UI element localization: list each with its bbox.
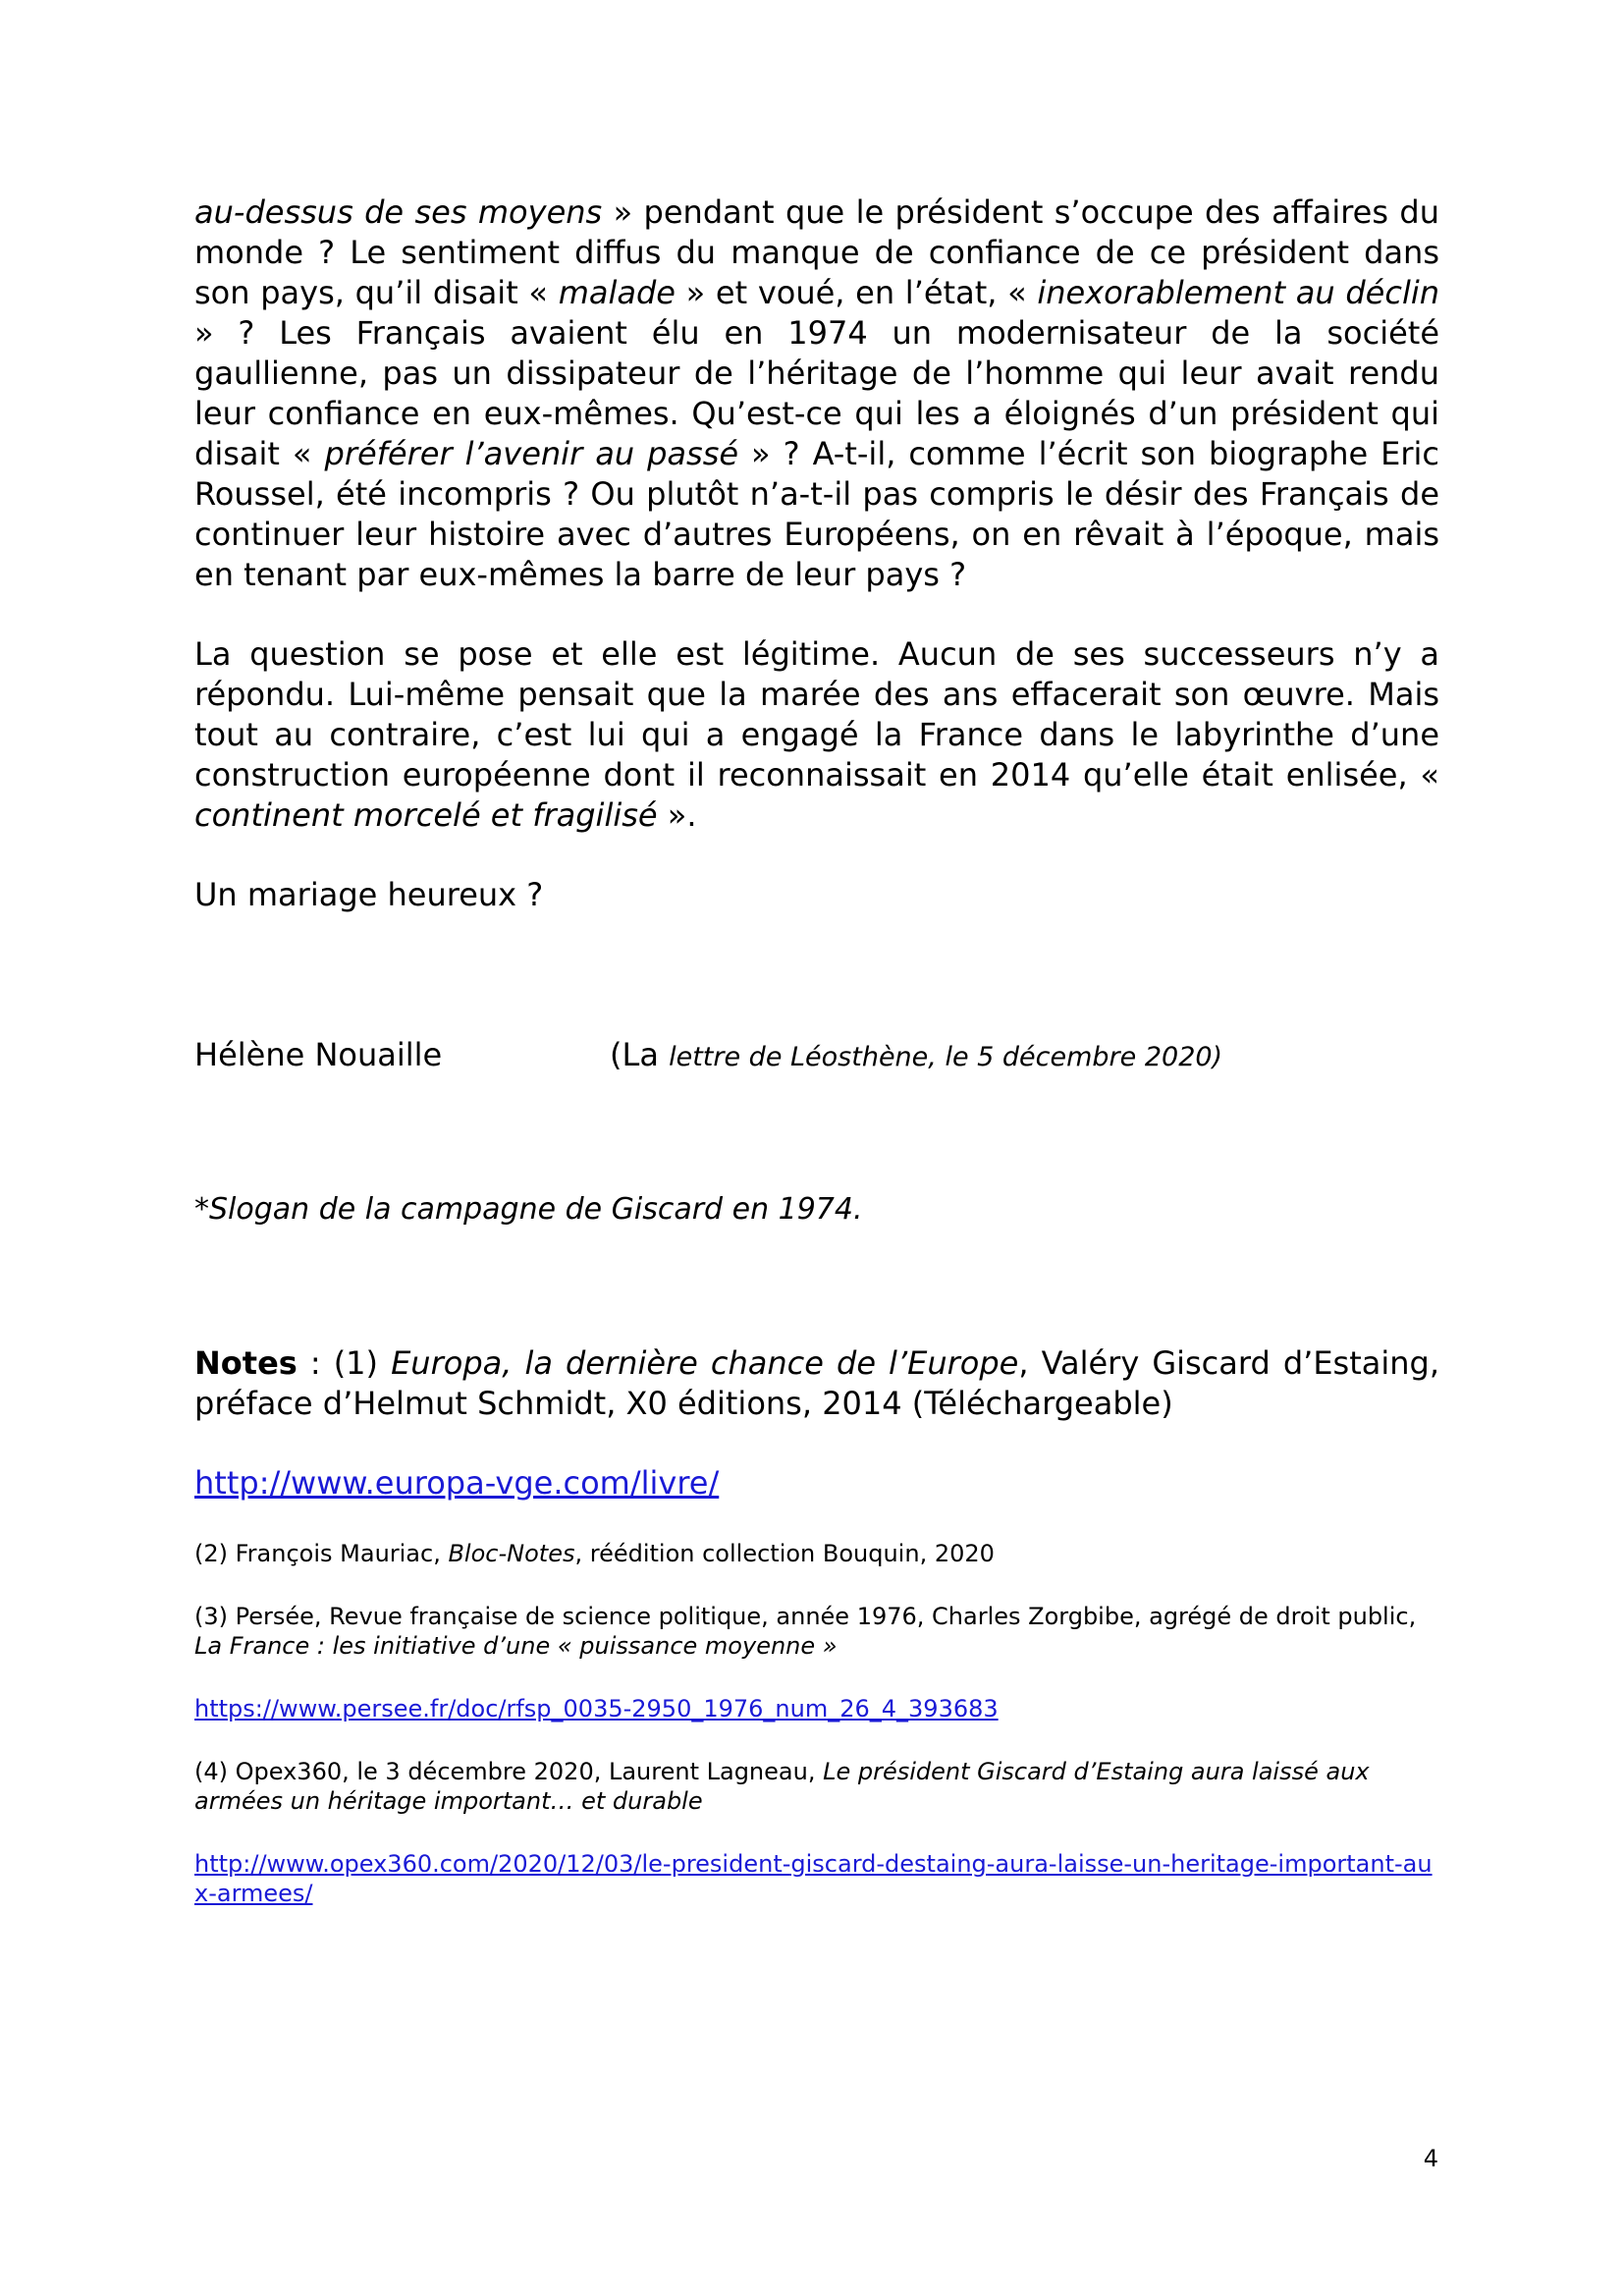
source-citation [610, 1035, 1222, 1077]
campaign-footnote [194, 1189, 1439, 1230]
paragraph-2 [194, 634, 1439, 836]
paragraph-1 [194, 192, 1439, 595]
note-4 [194, 1757, 1439, 1816]
text-run: (2) François Mauriac, [194, 1540, 449, 1567]
signature-line [194, 1035, 1439, 1076]
text-run: La question se pose et elle est légitime. Aucun de ses successeurs n’y a répondu. Lui-même pensait que la marée des ans effacerait son œuvre. Mais tout au contraire, c’est lui qui a engagé la France dans le labyrinthe d’une construction européenne dont il reconnaissait en 2014 qu’elle était enlisée, « [194, 635, 1439, 793]
note-2 [194, 1539, 1439, 1568]
text-run: : (1) [297, 1344, 392, 1382]
note-4-title: Le président Giscard d’Estaing aura laissé aux armées un héritage important… et durable [194, 1758, 1370, 1815]
note-1-link[interactable]: http://www.europa-vge.com/livre/ [194, 1464, 720, 1502]
text-run: , Valéry Giscard d’Estaing, préface d’Helmut Schmidt, X0 éditions, 2014 (Téléchargeable) [194, 1344, 1440, 1422]
note-1-title: Europa, la dernière chance de l’Europe [391, 1344, 1019, 1382]
note-2-title: Bloc-Notes [448, 1540, 575, 1567]
text-run: » ? A-t-il, comme l’écrit son biographe Eric Roussel, été incompris ? Ou plutôt n’a-t-il pas compris le désir des Français de continuer leur histoire avec d’autres Européens, on en rêvait à l’époque, mais en tenant par eux-mêmes la barre de leur pays ? [194, 435, 1440, 593]
note-1-link-line [194, 1463, 1439, 1503]
note-3 [194, 1602, 1439, 1661]
italic-phrase: continent morcelé et fragilisé [194, 796, 658, 834]
text-run: » ? Les Français avaient élu en 1974 un modernisateur de la société gaullienne, pas un dissipateur de l’héritage de l’homme qui leur avait rendu leur confiance en eux-mêmes. Qu’est-ce qui les a éloignés d’un président qui disait « [194, 314, 1439, 472]
text-run: (4) Opex360, le 3 décembre 2020, Laurent Lagneau, [194, 1758, 824, 1785]
italic-phrase: malade [558, 274, 676, 311]
page-content [194, 192, 1439, 1908]
italic-phrase: préférer l’avenir au passé [324, 435, 739, 472]
author-name: Hélène Nouaille [194, 1036, 443, 1073]
italic-phrase: inexorablement au déclin [1037, 274, 1440, 311]
note-4-link[interactable]: http://www.opex360.com/2020/12/03/le-president-giscard-destaing-aura-laisse-un-heritage-important-aux-armees/ [194, 1850, 1433, 1907]
text-run: (3) Persée, Revue française de science politique, année 1976, Charles Zorgbibe, agrégé de droit public, [194, 1603, 1417, 1630]
paragraph-3: Un mariage heureux ? [194, 876, 544, 913]
italic-phrase: au-dessus de ses moyens [194, 193, 603, 231]
source-open: (La [610, 1036, 670, 1073]
text-run: , réédition collection Bouquin, 2020 [574, 1540, 995, 1567]
note-3-link-line [194, 1694, 1439, 1723]
source-italic: lettre de Léosthène, le 5 décembre 2020) [669, 1042, 1223, 1072]
note-3-title: La France : les initiative d’une « puissance moyenne » [194, 1632, 838, 1660]
notes-paragraph [194, 1343, 1439, 1424]
note-4-link-line [194, 1849, 1439, 1908]
footnote-text: *Slogan de la campagne de Giscard en 1974. [194, 1192, 863, 1227]
text-run: ». [657, 796, 697, 834]
note-3-link[interactable]: https://www.persee.fr/doc/rfsp_0035-2950_1976_num_26_4_393683 [194, 1695, 999, 1722]
text-run: » pendant que le président s’occupe des affaires du monde ? Le sentiment diffus du manque de confiance de ce président dans son pays, qu’il disait « [194, 193, 1440, 311]
page-number: 4 [1423, 2145, 1438, 2172]
notes-label: Notes [194, 1344, 298, 1382]
text-run: » et voué, en l’état, « [675, 274, 1038, 311]
